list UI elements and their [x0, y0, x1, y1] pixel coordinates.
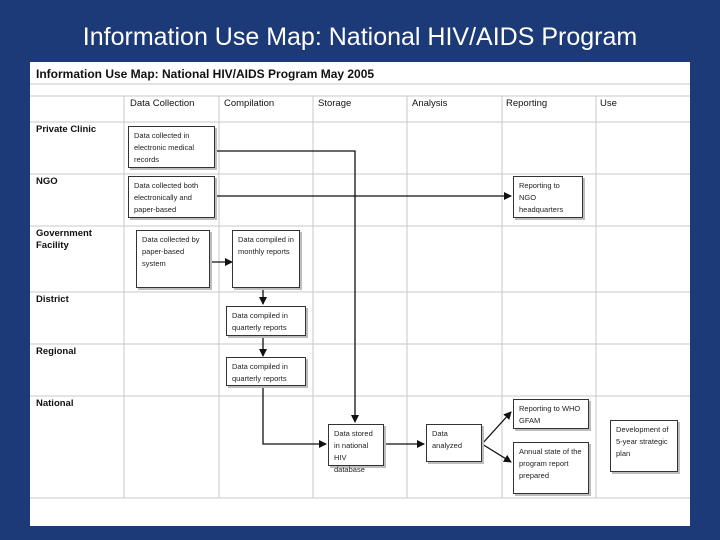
arrow-analysis-to-annual-report: [482, 444, 511, 462]
box-regional-compilation: Data compiled in quarterly reports: [226, 357, 306, 386]
arrow-regional-to-storage: [263, 386, 326, 444]
box-ngo-data-collection: Data collected both electronically and paper-based: [128, 176, 215, 218]
column-header-analysis: Analysis: [412, 98, 448, 109]
column-header-storage: Storage: [318, 98, 352, 109]
box-gov-compilation: Data compiled in monthly reports: [232, 230, 300, 288]
info-use-map-sheet: [30, 62, 690, 526]
box-national-reporting-who: Reporting to WHO GFAM: [513, 399, 589, 429]
box-national-analysis: Data analyzed: [426, 424, 482, 462]
row-header-district: District: [36, 294, 69, 305]
row-header-national: National: [36, 398, 74, 409]
row-header-regional: Regional: [36, 346, 77, 357]
box-national-use: Development of 5-year strategic plan: [610, 420, 678, 472]
box-private-data-collection: Data collected in electronic medical records: [128, 126, 215, 168]
row-header-private-clinic: Private Clinic: [36, 124, 97, 135]
box-national-storage: Data stored in national HIV database: [328, 424, 384, 466]
arrow-analysis-to-who-report: [482, 412, 511, 444]
row-header-government-facility: Government Facility: [36, 228, 92, 251]
column-header-data-collection: Data Collection: [130, 98, 195, 109]
sheet-title: Information Use Map: National HIV/AIDS Program May 2005: [36, 67, 375, 81]
column-header-compilation: Compilation: [224, 98, 275, 109]
column-header-reporting: Reporting: [506, 98, 548, 109]
slide-title: Information Use Map: National HIV/AIDS Program: [82, 23, 638, 51]
box-gov-data-collection: Data collected by paper-based system: [136, 230, 210, 288]
column-header-use: Use: [600, 98, 617, 109]
row-header-ngo: NGO: [36, 176, 58, 187]
box-district-compilation: Data compiled in quarterly reports: [226, 306, 306, 336]
box-national-annual-report: Annual state of the program report prepared: [513, 442, 589, 494]
box-ngo-reporting: Reporting to NGO headquarters: [513, 176, 583, 218]
